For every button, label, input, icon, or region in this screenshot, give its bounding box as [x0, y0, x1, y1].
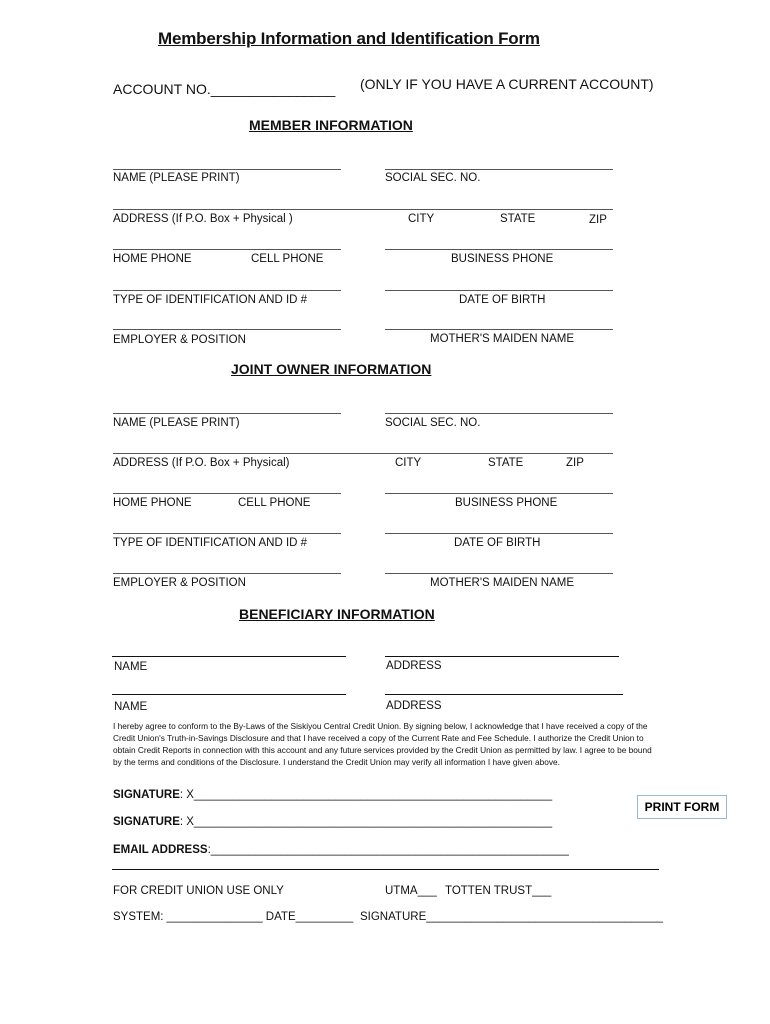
joint-business-phone-line[interactable]	[385, 493, 613, 494]
member-heading: MEMBER INFORMATION	[249, 117, 413, 133]
account-blank[interactable]: ________________	[210, 81, 336, 97]
joint-id-line[interactable]	[113, 533, 341, 534]
member-cell-phone-label: CELL PHONE	[251, 253, 324, 265]
beneficiary-address2-line[interactable]	[385, 694, 623, 695]
member-id-label: TYPE OF IDENTIFICATION AND ID #	[113, 294, 308, 306]
page-title: Membership Information and Identification Form	[158, 29, 540, 48]
joint-zip-label: ZIP	[566, 457, 584, 469]
joint-phone-line[interactable]	[113, 493, 341, 494]
office-divider	[112, 869, 659, 870]
joint-ssn-label: SOCIAL SEC. NO.	[385, 417, 481, 429]
member-address-label: ADDRESS (If P.O. Box + Physical )	[113, 213, 293, 225]
joint-city-label: CITY	[395, 457, 422, 469]
joint-business-phone-label: BUSINESS PHONE	[455, 497, 558, 509]
member-employer-label: EMPLOYER & POSITION	[113, 334, 246, 346]
joint-ssn-line[interactable]	[385, 413, 613, 414]
member-city-label: CITY	[408, 213, 435, 225]
legal-agreement-text: I hereby agree to conform to the By-Laws of the Siskiyou Central Credit Union. By signing below, I acknowledge that I have received a copy of the Credit Union's Truth-in-Savings Disclosure and that I have received a copy of the Current Rate and Fee Schedule. I authorize the Credit Union to obtain Credit Reports in connection with this account and any future services provided by the Credit Union as permitted by law. I agree to be bound by the terms and conditions of the Disclosure. I understand the Credit Union may verify all information I have given above.	[113, 721, 652, 767]
joint-address-line[interactable]	[113, 453, 613, 454]
beneficiary-address1-line[interactable]	[385, 656, 619, 657]
beneficiary-name2-line[interactable]	[112, 694, 346, 695]
totten-trust-field[interactable]: TOTTEN TRUST___	[445, 885, 552, 897]
member-dob-label: DATE OF BIRTH	[459, 294, 546, 306]
account-label: ACCOUNT NO.________________	[113, 81, 336, 97]
member-ssn-line[interactable]	[385, 169, 613, 170]
beneficiary-name1-line[interactable]	[112, 656, 346, 657]
office-signature-field[interactable]: SIGNATURE_____________________________________	[360, 911, 663, 923]
joint-maiden-line[interactable]	[385, 573, 613, 574]
system-date-field[interactable]: SYSTEM: _______________ DATE_________	[113, 911, 354, 923]
member-maiden-label: MOTHER'S MAIDEN NAME	[430, 333, 575, 345]
joint-name-label: NAME (PLEASE PRINT)	[113, 417, 240, 429]
print-form-button[interactable]: PRINT FORM	[637, 795, 727, 819]
member-home-phone-label: HOME PHONE	[113, 253, 192, 265]
beneficiary-address1-label: ADDRESS	[386, 660, 442, 672]
beneficiary-address2-label: ADDRESS	[386, 700, 442, 712]
beneficiary-name1-label: NAME	[114, 661, 148, 673]
member-name-label: NAME (PLEASE PRINT)	[113, 172, 240, 184]
joint-address-label: ADDRESS (If P.O. Box + Physical)	[113, 457, 290, 469]
beneficiary-name2-label: NAME	[114, 701, 148, 713]
member-state-label: STATE	[500, 213, 536, 225]
member-phone-line[interactable]	[113, 249, 341, 250]
member-maiden-line[interactable]	[385, 329, 613, 330]
member-ssn-label: SOCIAL SEC. NO.	[385, 172, 481, 184]
joint-dob-label: DATE OF BIRTH	[454, 537, 541, 549]
account-note: (ONLY IF YOU HAVE A CURRENT ACCOUNT)	[360, 76, 654, 92]
utma-field[interactable]: UTMA___	[385, 885, 437, 897]
joint-employer-label: EMPLOYER & POSITION	[113, 577, 246, 589]
joint-employer-line[interactable]	[113, 573, 341, 574]
member-name-line[interactable]	[113, 169, 341, 170]
joint-id-label: TYPE OF IDENTIFICATION AND ID #	[113, 537, 308, 549]
member-zip-label: ZIP	[589, 214, 607, 226]
office-use-label: FOR CREDIT UNION USE ONLY	[113, 885, 284, 897]
joint-maiden-label: MOTHER'S MAIDEN NAME	[430, 577, 575, 589]
beneficiary-heading: BENEFICIARY INFORMATION	[239, 606, 435, 622]
joint-heading: JOINT OWNER INFORMATION	[231, 361, 432, 377]
member-business-phone-line[interactable]	[385, 249, 613, 250]
email-address-field[interactable]: EMAIL ADDRESS:________________________________________________________	[113, 844, 569, 856]
joint-dob-line[interactable]	[385, 533, 613, 534]
member-employer-line[interactable]	[113, 329, 341, 330]
joint-home-phone-label: HOME PHONE	[113, 497, 192, 509]
signature-1[interactable]: SIGNATURE: X________________________________________________________	[113, 789, 553, 801]
member-business-phone-label: BUSINESS PHONE	[451, 253, 554, 265]
joint-cell-phone-label: CELL PHONE	[238, 497, 311, 509]
member-dob-line[interactable]	[385, 290, 613, 291]
signature-2[interactable]: SIGNATURE: X________________________________________________________	[113, 816, 553, 828]
joint-name-line[interactable]	[113, 413, 341, 414]
member-address-line[interactable]	[113, 209, 613, 210]
joint-state-label: STATE	[488, 457, 524, 469]
member-id-line[interactable]	[113, 290, 341, 291]
